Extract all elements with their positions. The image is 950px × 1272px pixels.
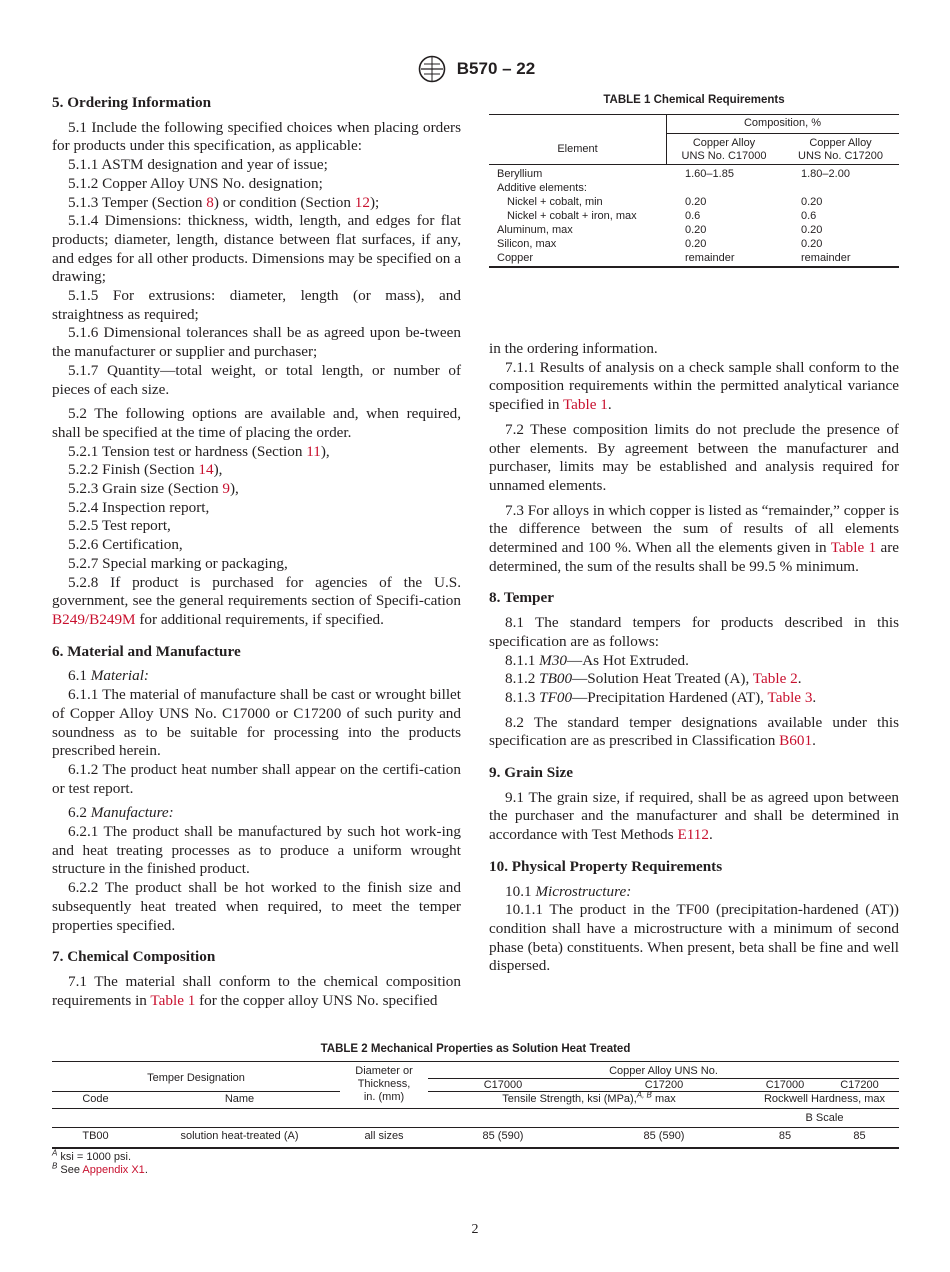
para-5-2-7: 5.2.7 Special marking or packaging, bbox=[68, 554, 288, 572]
section-10-title: 10. Physical Property Requirements bbox=[489, 857, 723, 875]
para-5-2-1: 5.2.1 Tension test or hardness (Section 11), bbox=[68, 442, 330, 460]
table-2-footnote-a: $^A$ ksi = 1000 psi. bbox=[52, 1148, 132, 1163]
para-6-2-2: 6.2.2 The product shall be hot worked to the finish size and subsequently heat treated when required, to meet the temper properties specified. bbox=[52, 879, 461, 934]
para-5-1-2: 5.1.2 Copper Alloy UNS No. designation; bbox=[68, 174, 323, 192]
link-b249[interactable]: B249/B249M bbox=[52, 610, 136, 628]
table-1 bbox=[489, 94, 899, 274]
table-2-h-bscale: B Scale bbox=[805, 1112, 844, 1124]
table-2-h-rockwell: Rockwell Hardness, max bbox=[763, 1093, 886, 1105]
table-2-h-code: Code bbox=[82, 1093, 109, 1105]
para-6-2: 6.2 Manufacture: bbox=[68, 804, 174, 822]
link-table-3[interactable]: Table 3 bbox=[767, 688, 813, 706]
para-8-1-3: 8.1.3 TF00—Precipitation Hardened (AT), Table 3. bbox=[505, 688, 817, 706]
section-7-title: 7. Chemical Composition bbox=[52, 948, 216, 966]
link-appendix-x1[interactable]: Appendix X1 bbox=[82, 1164, 145, 1176]
para-7-2: 7.2 These composition limits do not preclude the presence of other elements. By agreement between the manufacturer and purchaser, limits may be established and analysis required for unnamed elements. bbox=[489, 420, 899, 494]
para-10-1-1: 10.1.1 The product in the TF00 (precipitation-hardened (AT)) condition shall have a microstructure with a minimum of second phase (beta) constituents. When present, beta shall be fine and well dispersed. bbox=[489, 901, 899, 975]
table-1-cell-c17200: 0.20 bbox=[801, 224, 823, 236]
table-2-caption: TABLE 2 Mechanical Properties as Solution Heat Treated bbox=[320, 1043, 631, 1055]
table-1-caption: TABLE 1 Chemical Requirements bbox=[603, 94, 785, 106]
table-1-cell-c17200: 1.80–2.00 bbox=[801, 168, 850, 180]
table-1-cell-c17200: 0.20 bbox=[801, 196, 823, 208]
link-section-11[interactable]: 11 bbox=[306, 442, 321, 460]
left-column bbox=[52, 94, 461, 1010]
section-9-title: 9. Grain Size bbox=[489, 764, 573, 782]
table-1-cell-c17000: 0.6 bbox=[685, 210, 701, 222]
page-header bbox=[0, 55, 950, 83]
para-6-1: 6.1 Material: bbox=[68, 667, 149, 685]
link-e112[interactable]: E112 bbox=[677, 826, 709, 844]
para-5-1-4: 5.1.4 Dimensions: thickness, width, length, and edges for flat products; diameter, length, distance between flat surfaces, if any, and edges for all other products. Dimensions may be specified on a drawing; bbox=[52, 212, 461, 286]
table-2-h-c17000-ts: C17000 bbox=[483, 1079, 523, 1091]
para-7-1-1: 7.1.1 Results of analysis on a check sample shall conform to the composition requirements within the permitted analytical variance specified in Table 1. bbox=[489, 358, 899, 414]
table-1-cell-c17200: 0.20 bbox=[801, 238, 823, 250]
table-1-row-label: Copper bbox=[497, 252, 534, 264]
para-5-2-8: 5.2.8 If product is purchased for agencies of the U.S. government, see the general requirements section of Specifi-cation B249/B249M for additional requirements, if specified. bbox=[52, 573, 461, 628]
table-1-cell-c17000: remainder bbox=[685, 252, 735, 264]
para-5-2-4: 5.2.4 Inspection report, bbox=[68, 498, 210, 516]
para-5-2-6: 5.2.6 Certification, bbox=[68, 536, 183, 554]
table-2-cell-name: solution heat-treated (A) bbox=[180, 1130, 299, 1142]
link-table-1[interactable]: Table 1 bbox=[830, 539, 877, 557]
table-2-h-c17200-ts: C17200 bbox=[644, 1079, 684, 1091]
para-8-1-1: 8.1.1 M30—As Hot Extruded. bbox=[505, 651, 689, 669]
page-number: 2 bbox=[471, 1222, 479, 1237]
table-2-h-alloy: Copper Alloy UNS No. bbox=[609, 1065, 718, 1077]
table-1-col-element: Element bbox=[557, 143, 598, 155]
table-2-cell-rh-c17000: 85 bbox=[778, 1130, 792, 1142]
link-table-1[interactable]: Table 1 bbox=[562, 396, 608, 414]
table-1-cell-c17000: 0.20 bbox=[685, 238, 707, 250]
para-5-2: 5.2 The following options are available and, when required, shall be specified at the time of placing the order. bbox=[52, 405, 461, 441]
table-1-cell-c17200: 0.6 bbox=[801, 210, 817, 222]
table-1-row-label: Nickel + cobalt, min bbox=[507, 196, 603, 208]
para-6-1-1: 6.1.1 The material of manufacture shall be cast or wrought billet of Copper Alloy UNS No. C17000 or C17200 of such purity and soundness as to be suitable for processing into the products prescribed herein. bbox=[52, 686, 461, 760]
para-5-2-3: 5.2.3 Grain size (Section 9), bbox=[68, 480, 239, 498]
table-2-cell-rh-c17200: 85 bbox=[853, 1130, 866, 1142]
table-2-h-c17200-rh: C17200 bbox=[840, 1079, 879, 1091]
link-table-1[interactable]: Table 1 bbox=[150, 991, 196, 1009]
table-1-col-a: Copper Alloy UNS No. C17000 bbox=[681, 137, 767, 162]
table-2-h-c17000-rh: C17000 bbox=[765, 1079, 805, 1091]
table-2 bbox=[52, 1043, 899, 1183]
para-7-1: 7.1 The material shall conform to the chemical composition requirements in Table 1 for the copper alloy UNS No. specified bbox=[52, 972, 461, 1009]
table-2-h-tensile: Tensile Strength, ksi (MPa),$^{A, B}$ max bbox=[502, 1090, 676, 1105]
para-8-2: 8.2 The standard temper designations available under this specification are as prescribed in Classification B601. bbox=[489, 713, 899, 750]
table-2-footnote-b: $^B$ See Appendix X1. bbox=[52, 1161, 148, 1176]
link-section-8[interactable]: 8 bbox=[206, 193, 214, 211]
right-column bbox=[489, 340, 899, 976]
para-5-1: 5.1 Include the following specified choices when placing orders for products under this specification, as applicable: bbox=[52, 118, 461, 155]
table-1-cell-c17000: 0.20 bbox=[685, 196, 707, 208]
link-section-9[interactable]: 9 bbox=[222, 480, 230, 498]
table-1-row-label: Nickel + cobalt + iron, max bbox=[507, 210, 637, 222]
astm-logo-icon bbox=[415, 55, 449, 83]
para-7-1-cont: in the ordering information. bbox=[489, 340, 658, 357]
para-5-1-5: 5.1.5 For extrusions: diameter, length (or mass), and straightness as required; bbox=[52, 287, 461, 323]
section-8-title: 8. Temper bbox=[489, 589, 554, 607]
link-section-14[interactable]: 14 bbox=[198, 461, 214, 479]
table-1-cell-c17200: remainder bbox=[801, 252, 851, 264]
para-10-1: 10.1 Microstructure: bbox=[505, 882, 632, 900]
para-8-1: 8.1 The standard tempers for products described in this specification are as follows: bbox=[489, 614, 899, 650]
link-b601[interactable]: B601 bbox=[779, 732, 813, 750]
table-2-h-temper: Temper Designation bbox=[147, 1072, 245, 1084]
para-7-3: 7.3 For alloys in which copper is listed as “remainder,” copper is the difference between the sum of results of all elements determined and 100 %. When all the elements given in Table 1 are determined, the sum of the results shall be 99.5 % minimum. bbox=[489, 501, 899, 575]
table-2-cell-ts-c17200: 85 (590) bbox=[643, 1130, 685, 1142]
section-5-title: 5. Ordering Information bbox=[52, 94, 212, 111]
table-1-cell-c17000: 0.20 bbox=[685, 224, 707, 236]
table-1-col-b: Copper Alloy UNS No. C17200 bbox=[798, 137, 883, 162]
link-section-12[interactable]: 12 bbox=[354, 193, 370, 211]
table-1-row-label: Beryllium bbox=[497, 168, 543, 180]
para-5-2-5: 5.2.5 Test report, bbox=[68, 517, 171, 535]
para-6-2-1: 6.2.1 The product shall be manufactured by such hot work-ing and heat treating processes as to produce a uniform wrought structure in the finished product. bbox=[52, 823, 461, 878]
table-1-row-label: Additive elements: bbox=[497, 182, 587, 194]
para-5-1-3: 5.1.3 Temper (Section 8) or condition (Section 12); bbox=[68, 193, 380, 211]
table-1-row-label: Aluminum, max bbox=[497, 224, 573, 236]
table-2-h-dia: Diameter or Thickness, in. (mm) bbox=[355, 1065, 413, 1103]
para-5-2-2: 5.2.2 Finish (Section 14), bbox=[68, 461, 223, 479]
table-1-row-label: Silicon, max bbox=[497, 238, 557, 250]
para-8-1-2: 8.1.2 TB00—Solution Heat Treated (A), Table 2. bbox=[505, 670, 802, 688]
link-table-2[interactable]: Table 2 bbox=[752, 670, 798, 688]
para-5-1-6: 5.1.6 Dimensional tolerances shall be as agreed upon be-tween the manufacturer or supplier and purchaser; bbox=[52, 324, 461, 361]
table-2-cell-ts-c17000: 85 (590) bbox=[482, 1130, 524, 1142]
table-1-cell-c17000: 1.60–1.85 bbox=[685, 168, 734, 180]
para-5-1-7: 5.1.7 Quantity—total weight, or total length, or number of pieces of each size. bbox=[52, 361, 461, 398]
table-2-cell-code: TB00 bbox=[82, 1130, 109, 1142]
table-1-col-group: Composition, % bbox=[743, 117, 822, 129]
document-id: B570 – 22 bbox=[456, 59, 536, 78]
para-9-1: 9.1 The grain size, if required, shall be as agreed upon between the purchaser and the manufacturer and shall be determined in accordance with Test Methods E112. bbox=[489, 788, 899, 844]
table-2-cell-size: all sizes bbox=[364, 1130, 404, 1142]
table-2-h-name: Name bbox=[224, 1093, 255, 1105]
para-5-1-1: 5.1.1 ASTM designation and year of issue; bbox=[68, 156, 328, 174]
para-6-1-2: 6.1.2 The product heat number shall appear on the certifi-cation or test report. bbox=[52, 760, 461, 797]
section-6-title: 6. Material and Manufacture bbox=[52, 642, 241, 660]
